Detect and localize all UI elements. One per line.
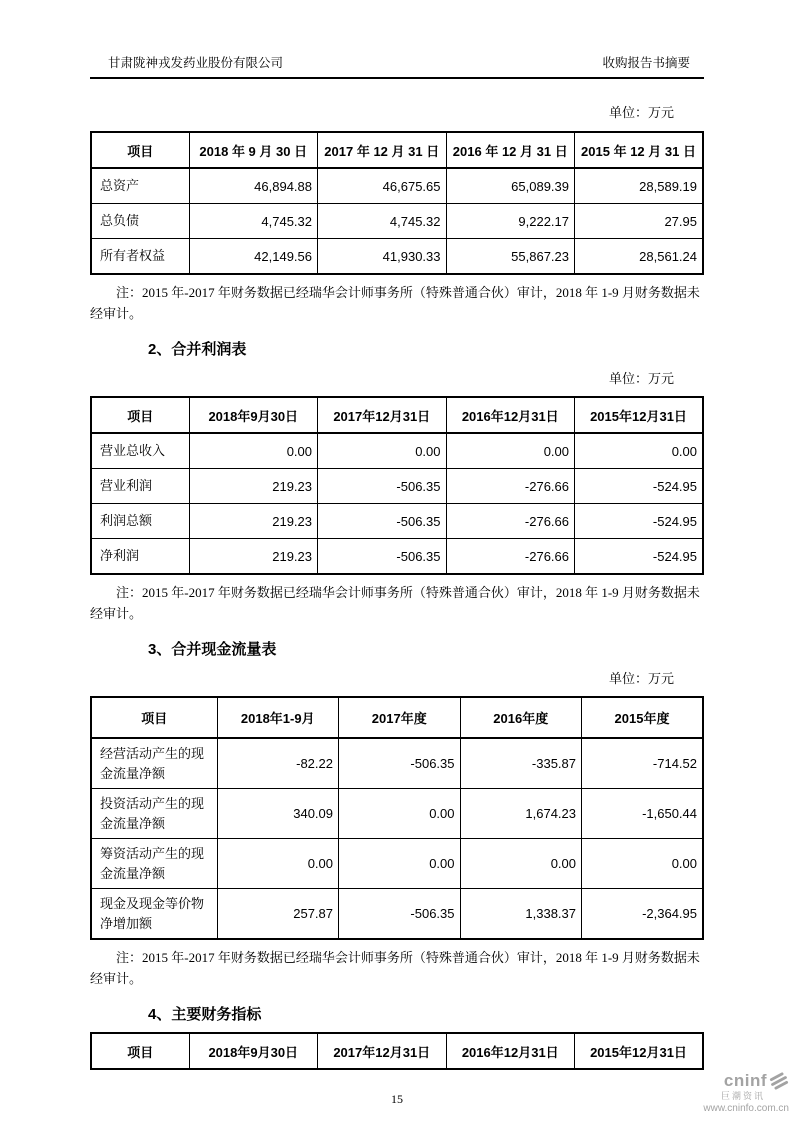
value-cell: 0.00 [189, 433, 318, 469]
value-cell: 0.00 [339, 839, 461, 889]
table-row [91, 504, 703, 539]
value-cell: 0.00 [217, 839, 339, 889]
table-row [91, 168, 703, 204]
table-row [91, 789, 703, 839]
value-cell: 55,867.23 [446, 239, 575, 275]
value-cell: 28,589.19 [575, 168, 704, 204]
header-cell: 2015年度 [582, 697, 704, 738]
row-label: 净利润 [91, 539, 189, 575]
page-number: 15 [391, 1092, 403, 1107]
table-header-row [91, 397, 703, 433]
value-cell: 219.23 [189, 504, 318, 539]
value-cell: 0.00 [446, 433, 575, 469]
header-cell: 2017 年 12 月 31 日 [318, 132, 447, 168]
value-cell: 4,745.32 [318, 204, 447, 239]
section-title-cashflow: 3、合并现金流量表 [148, 641, 277, 659]
value-cell: 46,894.88 [189, 168, 318, 204]
header-cell: 2015 年 12 月 31 日 [575, 132, 704, 168]
row-label: 投资活动产生的现金流量净额 [91, 789, 217, 839]
value-cell: 0.00 [582, 839, 704, 889]
value-cell: -506.35 [318, 469, 447, 504]
value-cell: 46,675.65 [318, 168, 447, 204]
header-cell: 2018年9月30日 [189, 397, 318, 433]
value-cell: 4,745.32 [189, 204, 318, 239]
header-cell: 项目 [91, 697, 217, 738]
value-cell: -506.35 [318, 539, 447, 575]
table-row [91, 204, 703, 239]
table-row [91, 839, 703, 889]
header-cell: 项目 [91, 1033, 189, 1069]
row-label: 经营活动产生的现金流量净额 [91, 738, 217, 789]
row-label: 营业利润 [91, 469, 189, 504]
value-cell: 27.95 [575, 204, 704, 239]
audit-note: 注：2015 年-2017 年财务数据已经瑞华会计师事务所（特殊普通合伙）审计，2018 年 1-9 月财务数据未经审计。 [90, 950, 700, 987]
header-cell: 2015年12月31日 [575, 397, 704, 433]
value-cell: -2,364.95 [582, 889, 704, 940]
header-cell: 2018年1-9月 [217, 697, 339, 738]
value-cell: -276.66 [446, 539, 575, 575]
income-statement-table [90, 396, 704, 575]
table-row [91, 738, 703, 789]
row-label: 营业总收入 [91, 433, 189, 469]
header-cell: 2018年9月30日 [189, 1033, 318, 1069]
section-title-income: 2、合并利润表 [148, 341, 247, 359]
header-cell: 2017年度 [339, 697, 461, 738]
logo-url: www.cninfo.com.cn [703, 1103, 789, 1114]
doc-title: 收购报告书摘要 [602, 56, 690, 70]
table-row [91, 239, 703, 275]
value-cell: 0.00 [575, 433, 704, 469]
value-cell: 257.87 [217, 889, 339, 940]
value-cell: -524.95 [575, 504, 704, 539]
table-header-row [91, 697, 703, 738]
header-cell: 2016 年 12 月 31 日 [446, 132, 575, 168]
header-cell: 项目 [91, 397, 189, 433]
section-title-indicators: 4、主要财务指标 [148, 1006, 262, 1024]
value-cell: -276.66 [446, 504, 575, 539]
value-cell: -506.35 [339, 889, 461, 940]
header-cell: 2015年12月31日 [575, 1033, 704, 1069]
value-cell: 41,930.33 [318, 239, 447, 275]
value-cell: 0.00 [318, 433, 447, 469]
value-cell: -524.95 [575, 539, 704, 575]
page-header [90, 0, 704, 79]
header-cell: 项目 [91, 132, 189, 168]
value-cell: 42,149.56 [189, 239, 318, 275]
table-row [91, 469, 703, 504]
table-row [91, 433, 703, 469]
table-row [91, 889, 703, 940]
value-cell: 9,222.17 [446, 204, 575, 239]
table-row [91, 539, 703, 575]
content-area [90, 0, 704, 1107]
value-cell: 1,338.37 [460, 889, 582, 940]
value-cell: -506.35 [339, 738, 461, 789]
value-cell: 28,561.24 [575, 239, 704, 275]
table-header-row [91, 1033, 703, 1069]
balance-sheet-table [90, 131, 704, 275]
value-cell: 219.23 [189, 539, 318, 575]
value-cell: -276.66 [446, 469, 575, 504]
company-name: 甘肃陇神戎发药业股份有限公司 [108, 56, 284, 70]
value-cell: -82.22 [217, 738, 339, 789]
cash-flow-table [90, 696, 704, 940]
unit-label: 单位：万元 [608, 671, 674, 687]
header-cell: 2016年12月31日 [446, 397, 575, 433]
header-cell: 2016年度 [460, 697, 582, 738]
row-label: 所有者权益 [91, 239, 189, 275]
row-label: 总负债 [91, 204, 189, 239]
row-label: 筹资活动产生的现金流量净额 [91, 839, 217, 889]
header-cell: 2016年12月31日 [446, 1033, 575, 1069]
cninfo-logo [689, 1071, 789, 1114]
header-cell: 2017年12月31日 [318, 397, 447, 433]
value-cell: 65,089.39 [446, 168, 575, 204]
value-cell: 0.00 [339, 789, 461, 839]
value-cell: -714.52 [582, 738, 704, 789]
unit-label: 单位：万元 [608, 105, 674, 120]
audit-note: 注：2015 年-2017 年财务数据已经瑞华会计师事务所（特殊普通合伙）审计，2018 年 1-9 月财务数据未经审计。 [90, 285, 700, 322]
header-cell: 2017年12月31日 [318, 1033, 447, 1069]
value-cell: -1,650.44 [582, 789, 704, 839]
row-label: 总资产 [91, 168, 189, 204]
logo-chinese-name: 巨潮资讯 [720, 1091, 765, 1102]
table-header-row [91, 132, 703, 168]
value-cell: 0.00 [460, 839, 582, 889]
logo-brand-text: cninf [723, 1070, 767, 1090]
value-cell: 1,674.23 [460, 789, 582, 839]
row-label: 利润总额 [91, 504, 189, 539]
logo-swirl-icon [767, 1071, 789, 1091]
header-cell: 2018 年 9 月 30 日 [189, 132, 318, 168]
value-cell: 340.09 [217, 789, 339, 839]
value-cell: 219.23 [189, 469, 318, 504]
value-cell: -506.35 [318, 504, 447, 539]
value-cell: -335.87 [460, 738, 582, 789]
financial-indicators-table [90, 1032, 704, 1070]
value-cell: -524.95 [575, 469, 704, 504]
audit-note: 注：2015 年-2017 年财务数据已经瑞华会计师事务所（特殊普通合伙）审计，2018 年 1-9 月财务数据未经审计。 [90, 585, 700, 622]
row-label: 现金及现金等价物净增加额 [91, 889, 217, 940]
unit-label: 单位：万元 [608, 371, 674, 387]
